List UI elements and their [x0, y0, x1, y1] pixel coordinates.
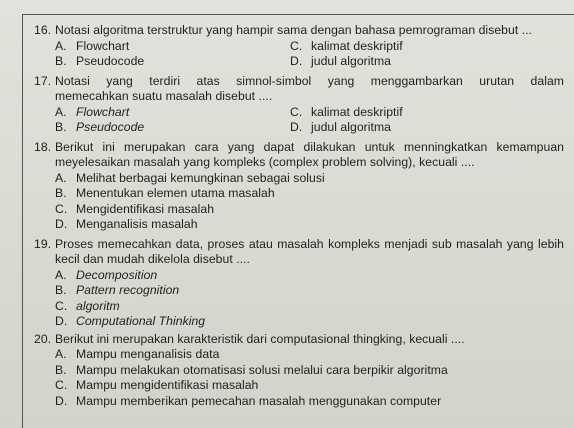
question-list: [34, 23, 564, 409]
option-letter: D.: [55, 217, 68, 231]
option-a[interactable]: [55, 171, 564, 187]
option-text: Mengidentifikasi masalah: [76, 201, 215, 216]
question-17: [34, 74, 564, 136]
question-16: [34, 23, 564, 70]
question-number: 20.: [34, 331, 52, 346]
option-d[interactable]: [290, 54, 525, 70]
option-letter: A.: [55, 347, 67, 361]
option-letter: D.: [55, 314, 68, 328]
option-text: Computational Thinking: [76, 314, 206, 328]
option-text: Mampu menganalisis data: [76, 347, 220, 361]
question-text: Notasi algoritma terstruktur yang hampir sama dengan bahasa pemrograman disebut ...: [55, 23, 532, 37]
question-text-line2: kecil dan mudah dikelola disebut ....: [55, 252, 250, 266]
option-a[interactable]: [55, 39, 290, 55]
question-text-line2: memecahkan suatu masalah disebut ....: [55, 89, 273, 103]
option-letter: C.: [55, 201, 68, 216]
option-text: kalimat deskriptif: [311, 104, 403, 119]
option-text: Melihat berbagai kemungkinan sebagai solusi: [76, 170, 325, 185]
option-d[interactable]: [290, 120, 525, 136]
option-letter: C.: [55, 378, 68, 392]
option-d[interactable]: [55, 217, 564, 233]
option-text: Menganalisis masalah: [76, 217, 198, 231]
option-text: Pseudocode: [76, 54, 145, 68]
option-text: Mampu melakukan otomatisasi solusi melalui cara berpikir algoritma: [76, 362, 448, 377]
option-b[interactable]: [55, 54, 290, 70]
option-a[interactable]: [55, 105, 290, 121]
question-text-line1: Proses memecahkan data, proses atau masalah kompleks menjadi sub masalah yang lebih: [55, 236, 564, 251]
option-letter: A.: [55, 38, 67, 53]
page-border-top: [22, 14, 574, 15]
option-b[interactable]: [55, 283, 564, 299]
option-text: Pseudocode: [76, 120, 145, 134]
option-c[interactable]: [55, 378, 564, 394]
option-text: Decomposition: [76, 267, 158, 282]
option-text: Flowchart: [76, 38, 130, 53]
answer-options: [34, 268, 564, 330]
answer-options: [34, 171, 564, 233]
option-text: Flowchart: [76, 104, 130, 119]
answer-options: [34, 347, 564, 409]
question-number: 16.: [34, 23, 52, 37]
option-a[interactable]: [55, 268, 564, 284]
option-text: judul algoritma: [311, 54, 392, 68]
question-19: [34, 237, 564, 330]
option-b[interactable]: [55, 186, 564, 202]
option-text: Pattern recognition: [76, 283, 180, 297]
option-letter: B.: [55, 186, 67, 200]
option-letter: C.: [55, 298, 68, 313]
option-c[interactable]: [55, 299, 564, 315]
option-letter: B.: [55, 283, 67, 297]
question-text: Berikut ini merupakan karakteristik dari computasional thingking, kecuali ....: [55, 331, 465, 346]
option-text: algoritm: [76, 298, 120, 313]
option-text: judul algoritma: [311, 120, 392, 134]
option-letter: A.: [55, 267, 67, 282]
option-b[interactable]: [55, 120, 290, 136]
option-c[interactable]: [290, 39, 525, 55]
page-border-left: [22, 14, 23, 428]
question-number: 18.: [34, 139, 52, 154]
answer-options: [34, 39, 564, 70]
option-letter: A.: [55, 104, 67, 119]
option-c[interactable]: [290, 105, 525, 121]
option-c[interactable]: [55, 202, 564, 218]
option-text: Mampu memberikan pemecahan masalah menggunakan computer: [76, 393, 442, 408]
question-20: [34, 332, 564, 410]
option-letter: D.: [55, 393, 68, 408]
option-letter: A.: [55, 170, 67, 185]
option-b[interactable]: [55, 363, 564, 379]
question-text-line1: Berikut ini merupakan cara yang dapat dilakukan untuk menningkatkan kemampuan: [55, 139, 564, 154]
option-d[interactable]: [55, 394, 564, 410]
option-text: Menentukan elemen utama masalah: [76, 186, 275, 200]
option-a[interactable]: [55, 347, 564, 363]
answer-options: [34, 105, 564, 136]
option-letter: B.: [55, 120, 67, 134]
question-number: 19.: [34, 236, 52, 251]
option-letter: C.: [290, 38, 303, 53]
question-text-line1: Notasi yang terdiri atas simnol-simbol yang menggambarkan urutan dalam: [55, 73, 564, 88]
option-letter: D.: [290, 54, 303, 68]
question-text-line2: meyelesaikan masalah yang kompleks (complex problem solving), kecuali ....: [55, 155, 475, 169]
question-18: [34, 140, 564, 233]
option-text: Mampu mengidentifikasi masalah: [76, 378, 259, 392]
option-letter: C.: [290, 104, 303, 119]
option-letter: B.: [55, 54, 67, 68]
question-number: 17.: [34, 73, 52, 88]
option-letter: B.: [55, 362, 67, 377]
option-d[interactable]: [55, 314, 564, 330]
option-letter: D.: [290, 120, 303, 134]
option-text: kalimat deskriptif: [311, 38, 403, 53]
